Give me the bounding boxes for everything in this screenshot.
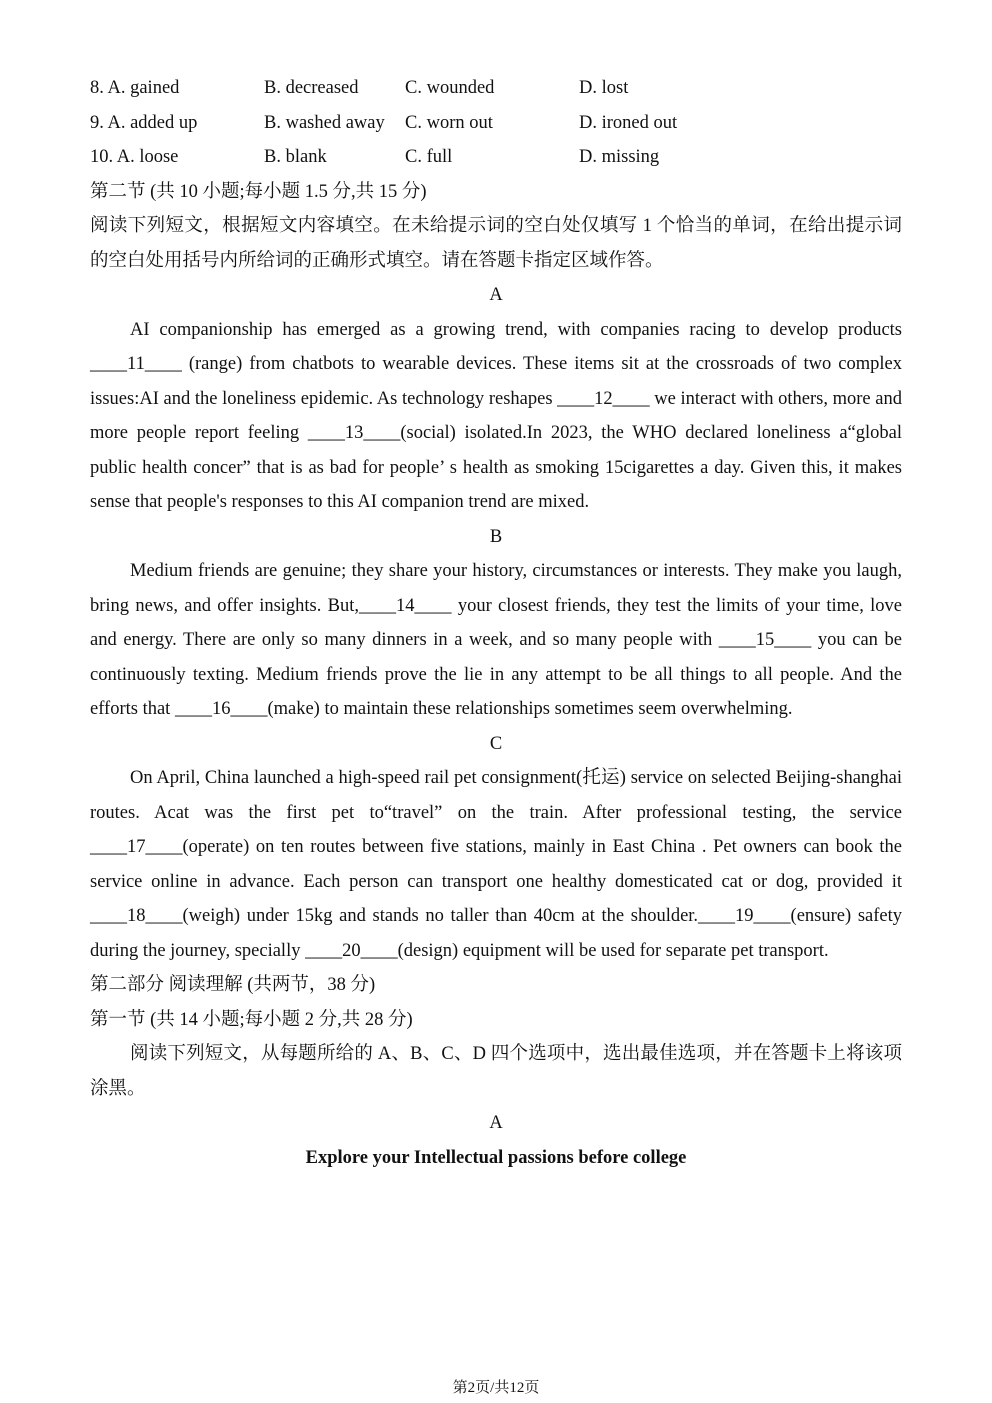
passage-c-text: On April, China launched a high-speed rail pet consignment(托运) service on selected Beijing-shanghai routes. Acat was the first pet to“travel” on the train. After professional testing, the service ____17____(operate) on ten routes between five stations, mainly in East China . Pet owners can book the service online in advance. Each person can transport one healthy domesticated cat or dog, provided it ____18____(weigh) under 15kg and stands no taller than 40cm at the shoulder.____19____(ensure) safety during the journey, specially ____20____(design) equipment will be used for separate pet transport. — [90, 768, 902, 961]
option-c: C. worn out — [405, 112, 493, 133]
passage-b-text: Medium friends are genuine; they share your history, circumstances or interests. They make you laugh, bring news, and offer insights. But,____14____ your closest friends, they test the limits of your time, love and energy. There are only so many dinners in a week, and so many people with ____15____ you can be continuously texting. Medium friends prove the lie in any attempt to be all things to all people. And the efforts that ____16____(make) to maintain these relationships sometimes seem overwhelming. — [90, 561, 902, 719]
part-2-section-1-heading: 第一节 (共 14 小题;每小题 2 分,共 28 分) — [90, 1009, 413, 1030]
page-footer: 第2页/共12页 — [452, 1380, 540, 1396]
option-c: C. full — [405, 147, 453, 167]
passage-b-label: B — [489, 526, 503, 547]
option-a: 10. A. loose — [90, 147, 179, 167]
passage-a-label: A — [489, 285, 503, 305]
part-2-instructions: 阅读下列短文，从每题所给的 A、B、C、D 四个选项中，选出最佳选项，并在答题卡上将该项涂黑。 — [90, 1044, 902, 1099]
option-d: D. ironed out — [579, 112, 678, 133]
option-d: D. lost — [579, 78, 629, 98]
section-2-heading: 第二节 (共 10 小题;每小题 1.5 分,共 15 分) — [90, 181, 427, 202]
page-content — [90, 71, 902, 1175]
passage-a-text: AI companionship has emerged as a growing trend, with companies racing to develop products ____11____ (range) from chatbots to wearable devices. These items sit at the crossroads of two complex issues:AI and the loneliness epidemic. As technology reshapes ____12____ we interact with others, more and more people report feeling ____13____(social) isolated.In 2023, the WHO declared loneliness a“global public health concer” that is as bad for people’ s health as smoking 15cigarettes a day. Given this, it makes sense that people's responses to this AI companion trend are mixed. — [90, 319, 902, 512]
passage-c-label: C — [489, 733, 503, 754]
option-a: 9. A. added up — [90, 112, 198, 133]
option-b: B. decreased — [264, 78, 359, 98]
option-b: B. blank — [264, 147, 327, 167]
question-10-options — [90, 140, 902, 175]
option-b: B. washed away — [264, 112, 385, 133]
reading-a-title: Explore your Intellectual passions before college — [305, 1147, 687, 1168]
section-2-instructions: 阅读下列短文，根据短文内容填空。在未给提示词的空白处仅填写 1 个恰当的单词，在给出提示词的空白处用括号内所给词的正确形式填空。请在答题卡指定区域作答。 — [90, 216, 902, 271]
question-9-options — [90, 106, 902, 141]
reading-a-label: A — [489, 1113, 503, 1133]
option-d: D. missing — [579, 147, 660, 167]
question-8-options — [90, 71, 902, 106]
option-c: C. wounded — [405, 78, 495, 98]
part-2-heading: 第二部分 阅读理解 (共两节，38 分) — [90, 975, 376, 995]
option-a: 8. A. gained — [90, 78, 180, 98]
